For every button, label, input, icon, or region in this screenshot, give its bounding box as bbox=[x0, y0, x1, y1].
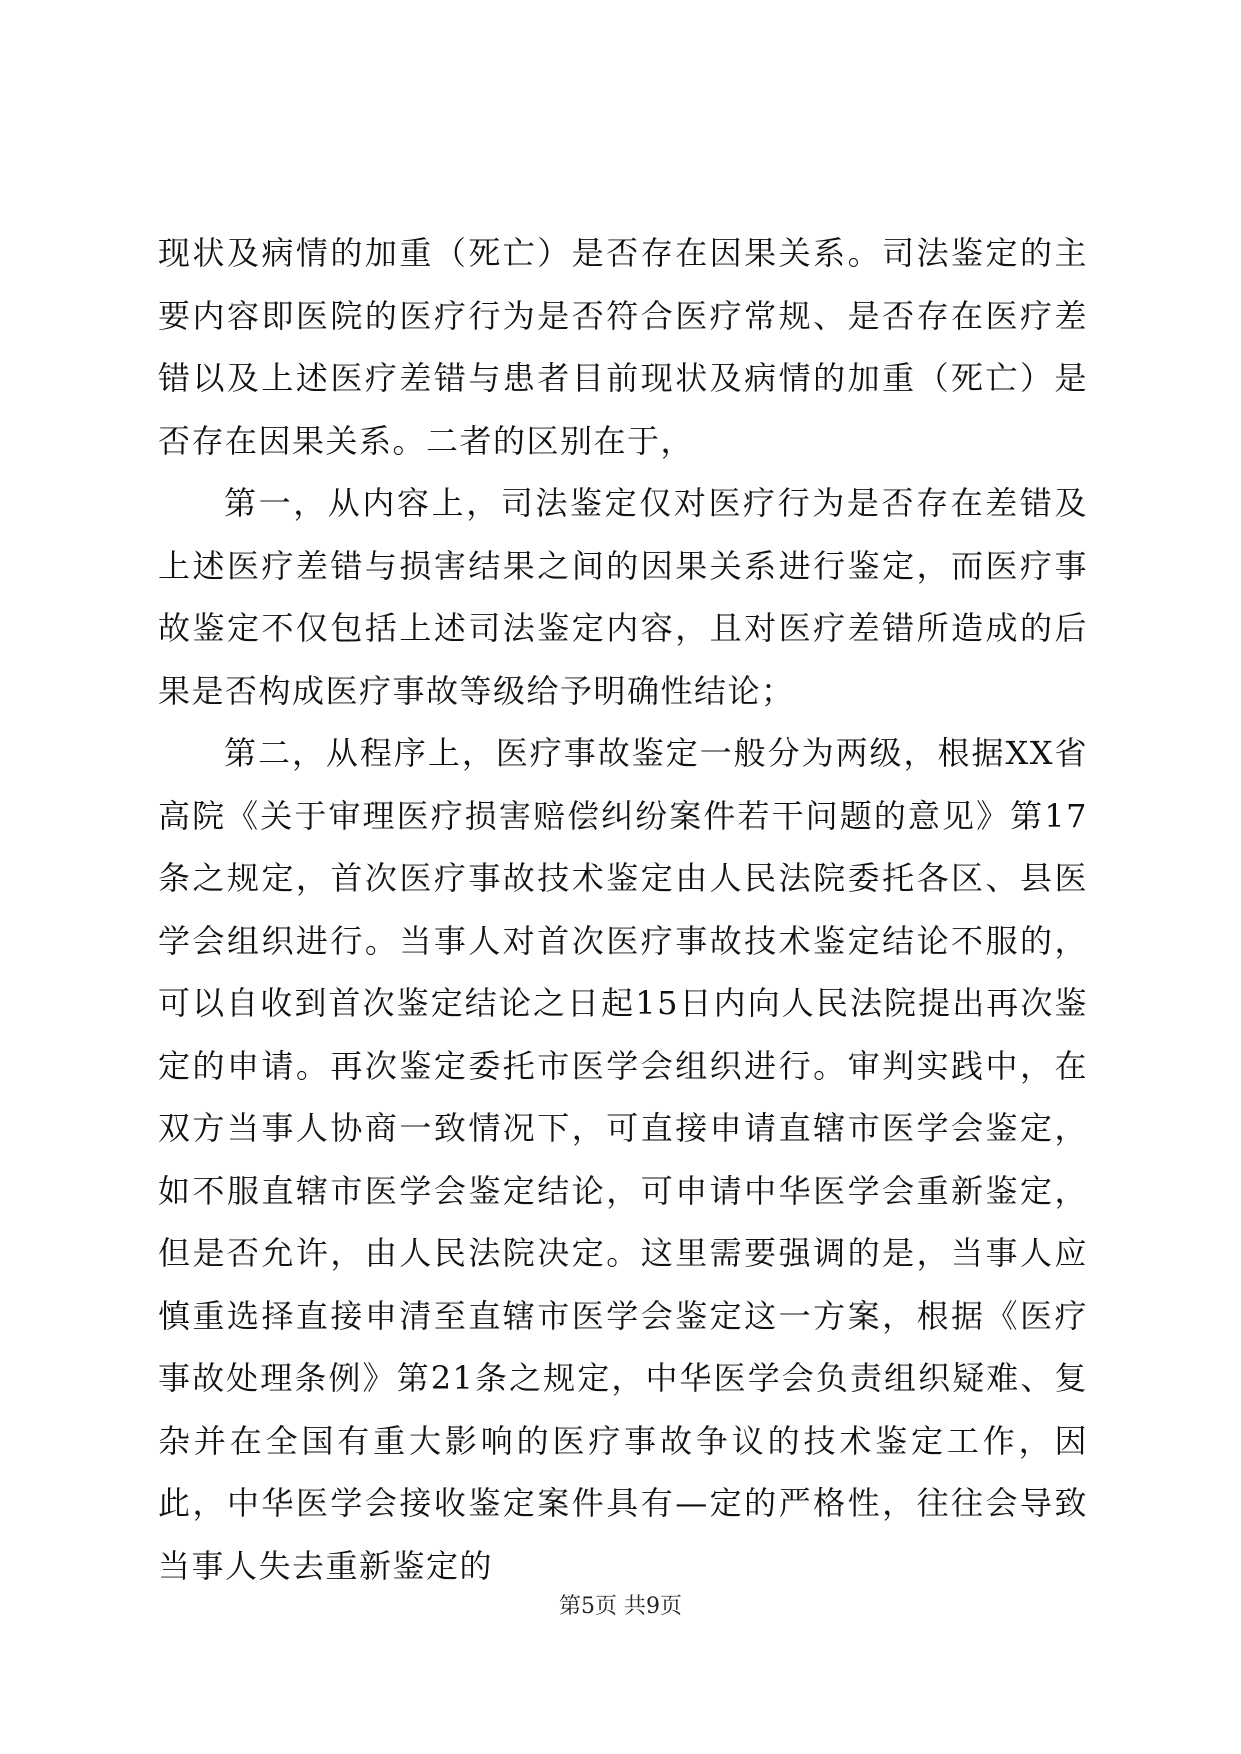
paragraph-3: 第二，从程序上，医疗事故鉴定一般分为两级，根据XX省高院《关于审理医疗损害赔偿纠纷案件若干问题的意见》第17条之规定，首次医疗事故技术鉴定由人民法院委托各区、县医学会组织进行。当事人对首次医疗事故技术鉴定结论不服的，可以自收到首次鉴定结论之日起15日内向人民法院提出再次鉴定的申请。再次鉴定委托市医学会组织进行。审判实践中，在双方当事人协商一致情况下，可直接申请直辖市医学会鉴定，如不服直辖市医学会鉴定结论，可申请中华医学会重新鉴定，但是否允许，由人民法院决定。这里需要强调的是，当事人应慎重选择直接申清至直辖市医学会鉴定这一方案，根据《医疗事故处理条例》第21条之规定，中华医学会负责组织疑难、复杂并在全国有重大影响的医疗事故争议的技术鉴定工作，因此，中华医学会接收鉴定案件具有—定的严格性，往往会导致当事人失去重新鉴定的 bbox=[158, 734, 1088, 1585]
paragraph-1: 现状及病情的加重（死亡）是否存在因果关系。司法鉴定的主要内容即医院的医疗行为是否符合医疗常规、是否存在医疗差错以及上述医疗差错与患者目前现状及病情的加重（死亡）是否存在因果关系。二者的区别在于， bbox=[158, 234, 1088, 460]
page-footer: 第5页 共9页 bbox=[559, 1594, 682, 1619]
document-body bbox=[158, 222, 1088, 1597]
paragraph-2: 第一，从内容上，司法鉴定仅对医疗行为是否存在差错及上述医疗差错与损害结果之间的因果关系进行鉴定，而医疗事故鉴定不仅包括上述司法鉴定内容，且对医疗差错所造成的后果是否构成医疗事故等级给予明确性结论； bbox=[158, 484, 1088, 710]
